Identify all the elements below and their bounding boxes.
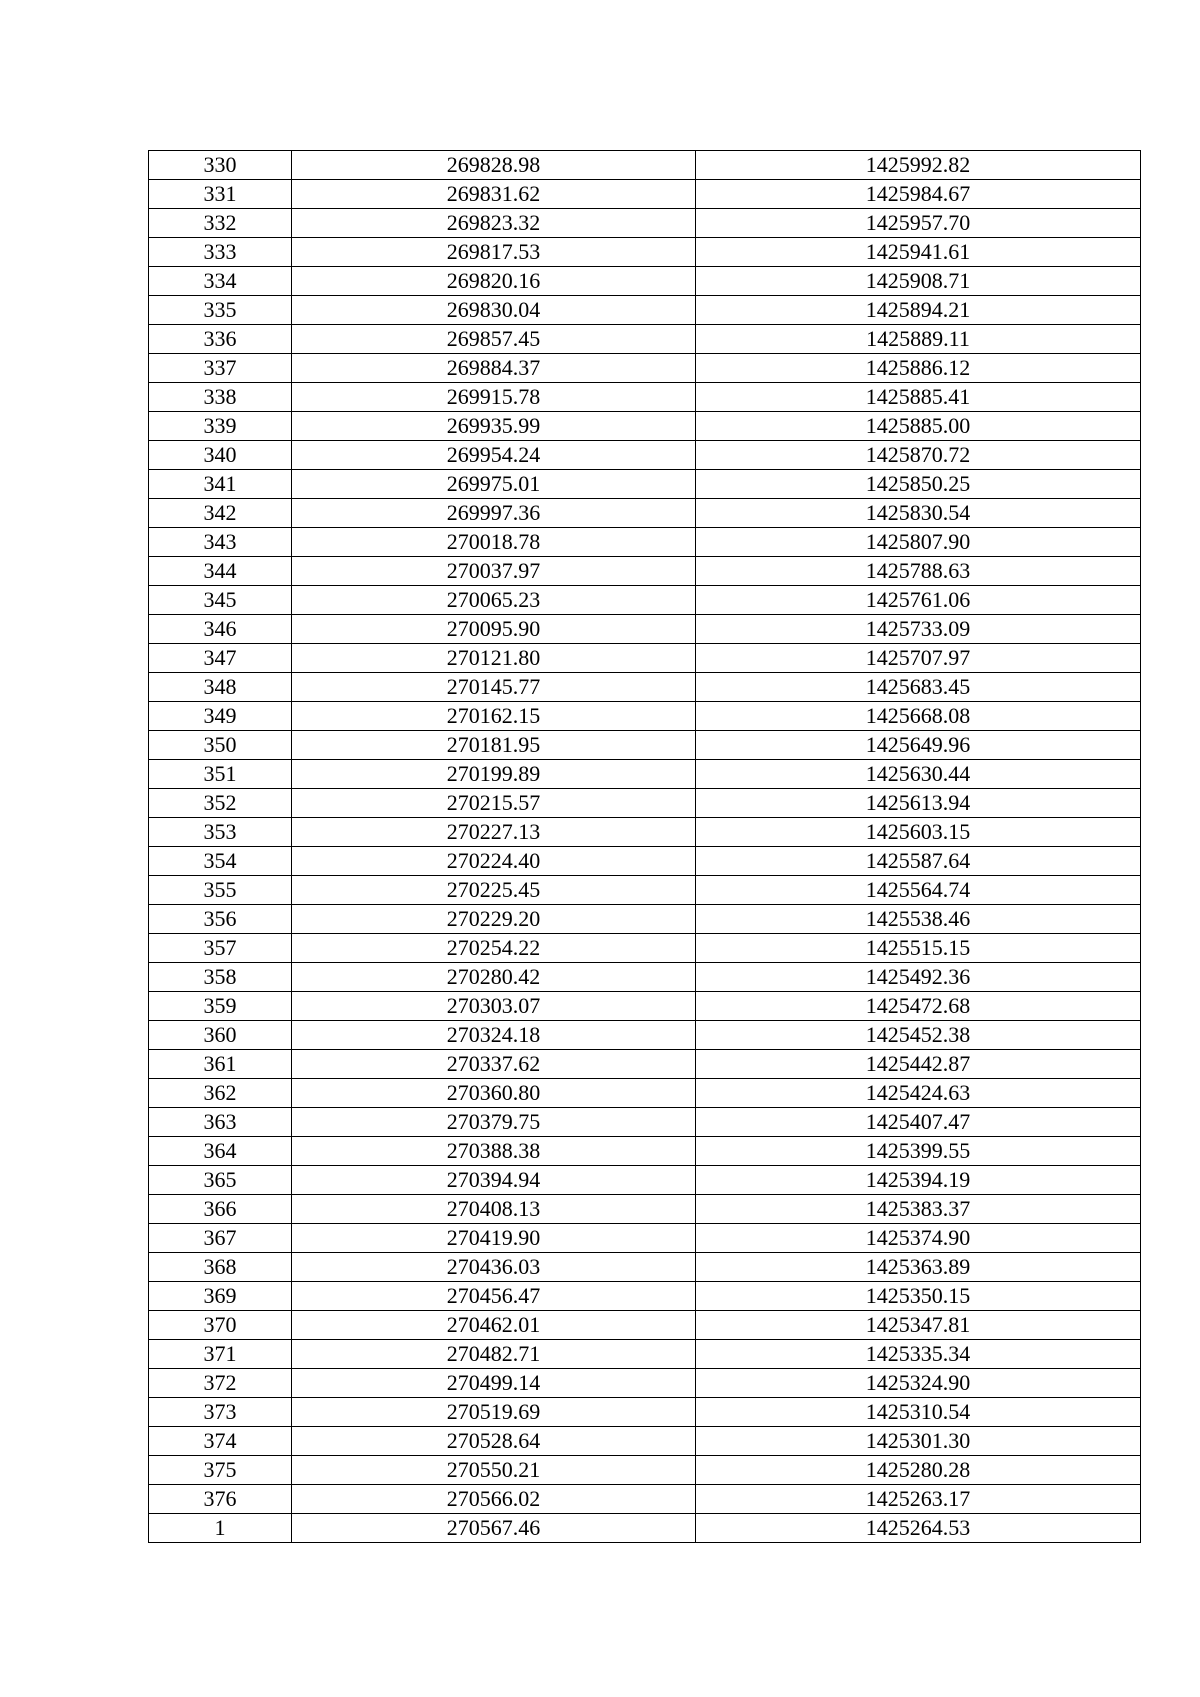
point-number-cell: 343: [149, 528, 292, 557]
point-number-cell: 330: [149, 151, 292, 180]
y-coordinate-cell: 1425733.09: [696, 615, 1141, 644]
x-coordinate-cell: 270528.64: [292, 1427, 696, 1456]
point-number-cell: 351: [149, 760, 292, 789]
x-coordinate-cell: 269884.37: [292, 354, 696, 383]
point-number-cell: 337: [149, 354, 292, 383]
x-coordinate-cell: 269975.01: [292, 470, 696, 499]
y-coordinate-cell: 1425788.63: [696, 557, 1141, 586]
y-coordinate-cell: 1425374.90: [696, 1224, 1141, 1253]
x-coordinate-cell: 270324.18: [292, 1021, 696, 1050]
y-coordinate-cell: 1425984.67: [696, 180, 1141, 209]
point-number-cell: 354: [149, 847, 292, 876]
table-row: [149, 209, 1141, 238]
y-coordinate-cell: 1425603.15: [696, 818, 1141, 847]
table-row: [149, 528, 1141, 557]
y-coordinate-cell: 1425587.64: [696, 847, 1141, 876]
table-row: [149, 1108, 1141, 1137]
table-row: [149, 1195, 1141, 1224]
y-coordinate-cell: 1425761.06: [696, 586, 1141, 615]
y-coordinate-cell: 1425452.38: [696, 1021, 1141, 1050]
x-coordinate-cell: 270499.14: [292, 1369, 696, 1398]
table-row: [149, 789, 1141, 818]
point-number-cell: 364: [149, 1137, 292, 1166]
y-coordinate-cell: 1425335.34: [696, 1340, 1141, 1369]
x-coordinate-cell: 269935.99: [292, 412, 696, 441]
point-number-cell: 342: [149, 499, 292, 528]
table-row: [149, 992, 1141, 1021]
point-number-cell: 346: [149, 615, 292, 644]
x-coordinate-cell: 270065.23: [292, 586, 696, 615]
y-coordinate-cell: 1425538.46: [696, 905, 1141, 934]
table-row: [149, 1137, 1141, 1166]
y-coordinate-cell: 1425870.72: [696, 441, 1141, 470]
x-coordinate-cell: 270227.13: [292, 818, 696, 847]
point-number-cell: 352: [149, 789, 292, 818]
x-coordinate-cell: 270567.46: [292, 1514, 696, 1543]
point-number-cell: 360: [149, 1021, 292, 1050]
table-row: [149, 1427, 1141, 1456]
point-number-cell: 348: [149, 673, 292, 702]
table-row: [149, 702, 1141, 731]
x-coordinate-cell: 270394.94: [292, 1166, 696, 1195]
table-row: [149, 1224, 1141, 1253]
point-number-cell: 332: [149, 209, 292, 238]
point-number-cell: 339: [149, 412, 292, 441]
point-number-cell: 338: [149, 383, 292, 412]
table-row: [149, 1369, 1141, 1398]
table-row: [149, 1514, 1141, 1543]
y-coordinate-cell: 1425630.44: [696, 760, 1141, 789]
point-number-cell: 1: [149, 1514, 292, 1543]
point-number-cell: 355: [149, 876, 292, 905]
point-number-cell: 344: [149, 557, 292, 586]
table-row: [149, 383, 1141, 412]
y-coordinate-cell: 1425707.97: [696, 644, 1141, 673]
table-row: [149, 1050, 1141, 1079]
x-coordinate-cell: 269954.24: [292, 441, 696, 470]
y-coordinate-cell: 1425264.53: [696, 1514, 1141, 1543]
point-number-cell: 336: [149, 325, 292, 354]
point-number-cell: 363: [149, 1108, 292, 1137]
point-number-cell: 375: [149, 1456, 292, 1485]
y-coordinate-cell: 1425830.54: [696, 499, 1141, 528]
y-coordinate-cell: 1425424.63: [696, 1079, 1141, 1108]
y-coordinate-cell: 1425957.70: [696, 209, 1141, 238]
y-coordinate-cell: 1425407.47: [696, 1108, 1141, 1137]
point-number-cell: 370: [149, 1311, 292, 1340]
table-row: [149, 818, 1141, 847]
coordinate-table: [148, 150, 1141, 1543]
table-row: [149, 1166, 1141, 1195]
x-coordinate-cell: 270121.80: [292, 644, 696, 673]
x-coordinate-cell: 270337.62: [292, 1050, 696, 1079]
point-number-cell: 349: [149, 702, 292, 731]
x-coordinate-cell: 269823.32: [292, 209, 696, 238]
x-coordinate-cell: 270215.57: [292, 789, 696, 818]
point-number-cell: 345: [149, 586, 292, 615]
y-coordinate-cell: 1425668.08: [696, 702, 1141, 731]
x-coordinate-cell: 270225.45: [292, 876, 696, 905]
y-coordinate-cell: 1425885.00: [696, 412, 1141, 441]
x-coordinate-cell: 270388.38: [292, 1137, 696, 1166]
x-coordinate-cell: 270456.47: [292, 1282, 696, 1311]
x-coordinate-cell: 270037.97: [292, 557, 696, 586]
table-row: [149, 673, 1141, 702]
y-coordinate-cell: 1425941.61: [696, 238, 1141, 267]
x-coordinate-cell: 269915.78: [292, 383, 696, 412]
x-coordinate-cell: 270254.22: [292, 934, 696, 963]
point-number-cell: 365: [149, 1166, 292, 1195]
table-row: [149, 1398, 1141, 1427]
y-coordinate-cell: 1425894.21: [696, 296, 1141, 325]
table-row: [149, 1021, 1141, 1050]
table-row: [149, 325, 1141, 354]
y-coordinate-cell: 1425807.90: [696, 528, 1141, 557]
x-coordinate-cell: 270199.89: [292, 760, 696, 789]
table-row: [149, 296, 1141, 325]
x-coordinate-cell: 270229.20: [292, 905, 696, 934]
y-coordinate-cell: 1425564.74: [696, 876, 1141, 905]
x-coordinate-cell: 270379.75: [292, 1108, 696, 1137]
table-row: [149, 412, 1141, 441]
y-coordinate-cell: 1425908.71: [696, 267, 1141, 296]
table-row: [149, 1485, 1141, 1514]
table-row: [149, 1456, 1141, 1485]
table-row: [149, 1340, 1141, 1369]
x-coordinate-cell: 269830.04: [292, 296, 696, 325]
x-coordinate-cell: 270095.90: [292, 615, 696, 644]
table-row: [149, 180, 1141, 209]
x-coordinate-cell: 269820.16: [292, 267, 696, 296]
table-row: [149, 499, 1141, 528]
point-number-cell: 361: [149, 1050, 292, 1079]
point-number-cell: 331: [149, 180, 292, 209]
table-row: [149, 644, 1141, 673]
table-row: [149, 1282, 1141, 1311]
point-number-cell: 353: [149, 818, 292, 847]
point-number-cell: 357: [149, 934, 292, 963]
point-number-cell: 350: [149, 731, 292, 760]
y-coordinate-cell: 1425399.55: [696, 1137, 1141, 1166]
y-coordinate-cell: 1425394.19: [696, 1166, 1141, 1195]
x-coordinate-cell: 269997.36: [292, 499, 696, 528]
table-row: [149, 615, 1141, 644]
y-coordinate-cell: 1425280.28: [696, 1456, 1141, 1485]
point-number-cell: 367: [149, 1224, 292, 1253]
point-number-cell: 362: [149, 1079, 292, 1108]
table-row: [149, 151, 1141, 180]
x-coordinate-cell: 270550.21: [292, 1456, 696, 1485]
table-row: [149, 354, 1141, 383]
point-number-cell: 368: [149, 1253, 292, 1282]
point-number-cell: 372: [149, 1369, 292, 1398]
point-number-cell: 335: [149, 296, 292, 325]
table-row: [149, 470, 1141, 499]
point-number-cell: 369: [149, 1282, 292, 1311]
point-number-cell: 347: [149, 644, 292, 673]
y-coordinate-cell: 1425613.94: [696, 789, 1141, 818]
y-coordinate-cell: 1425347.81: [696, 1311, 1141, 1340]
table-row: [149, 557, 1141, 586]
table-row: [149, 905, 1141, 934]
point-number-cell: 373: [149, 1398, 292, 1427]
table-row: [149, 1079, 1141, 1108]
x-coordinate-cell: 270360.80: [292, 1079, 696, 1108]
x-coordinate-cell: 269828.98: [292, 151, 696, 180]
x-coordinate-cell: 270224.40: [292, 847, 696, 876]
table-row: [149, 1311, 1141, 1340]
x-coordinate-cell: 269857.45: [292, 325, 696, 354]
table-row: [149, 267, 1141, 296]
table-row: [149, 963, 1141, 992]
y-coordinate-cell: 1425350.15: [696, 1282, 1141, 1311]
x-coordinate-cell: 270280.42: [292, 963, 696, 992]
point-number-cell: 340: [149, 441, 292, 470]
y-coordinate-cell: 1425515.15: [696, 934, 1141, 963]
table-row: [149, 847, 1141, 876]
y-coordinate-cell: 1425649.96: [696, 731, 1141, 760]
point-number-cell: 376: [149, 1485, 292, 1514]
y-coordinate-cell: 1425886.12: [696, 354, 1141, 383]
y-coordinate-cell: 1425889.11: [696, 325, 1141, 354]
table-row: [149, 1253, 1141, 1282]
y-coordinate-cell: 1425363.89: [696, 1253, 1141, 1282]
point-number-cell: 374: [149, 1427, 292, 1456]
point-number-cell: 333: [149, 238, 292, 267]
x-coordinate-cell: 270482.71: [292, 1340, 696, 1369]
y-coordinate-cell: 1425992.82: [696, 151, 1141, 180]
y-coordinate-cell: 1425301.30: [696, 1427, 1141, 1456]
table-row: [149, 731, 1141, 760]
x-coordinate-cell: 270408.13: [292, 1195, 696, 1224]
y-coordinate-cell: 1425472.68: [696, 992, 1141, 1021]
x-coordinate-cell: 270018.78: [292, 528, 696, 557]
table-row: [149, 238, 1141, 267]
point-number-cell: 359: [149, 992, 292, 1021]
y-coordinate-cell: 1425442.87: [696, 1050, 1141, 1079]
y-coordinate-cell: 1425383.37: [696, 1195, 1141, 1224]
coordinate-table-body: [149, 151, 1141, 1543]
y-coordinate-cell: 1425492.36: [696, 963, 1141, 992]
x-coordinate-cell: 269817.53: [292, 238, 696, 267]
table-row: [149, 934, 1141, 963]
y-coordinate-cell: 1425324.90: [696, 1369, 1141, 1398]
table-row: [149, 586, 1141, 615]
point-number-cell: 366: [149, 1195, 292, 1224]
x-coordinate-cell: 270436.03: [292, 1253, 696, 1282]
x-coordinate-cell: 270303.07: [292, 992, 696, 1021]
point-number-cell: 358: [149, 963, 292, 992]
x-coordinate-cell: 270519.69: [292, 1398, 696, 1427]
x-coordinate-cell: 270419.90: [292, 1224, 696, 1253]
x-coordinate-cell: 269831.62: [292, 180, 696, 209]
table-row: [149, 760, 1141, 789]
point-number-cell: 334: [149, 267, 292, 296]
y-coordinate-cell: 1425885.41: [696, 383, 1141, 412]
y-coordinate-cell: 1425310.54: [696, 1398, 1141, 1427]
point-number-cell: 356: [149, 905, 292, 934]
x-coordinate-cell: 270181.95: [292, 731, 696, 760]
x-coordinate-cell: 270566.02: [292, 1485, 696, 1514]
point-number-cell: 341: [149, 470, 292, 499]
y-coordinate-cell: 1425683.45: [696, 673, 1141, 702]
x-coordinate-cell: 270162.15: [292, 702, 696, 731]
table-row: [149, 441, 1141, 470]
point-number-cell: 371: [149, 1340, 292, 1369]
x-coordinate-cell: 270462.01: [292, 1311, 696, 1340]
table-row: [149, 876, 1141, 905]
x-coordinate-cell: 270145.77: [292, 673, 696, 702]
y-coordinate-cell: 1425263.17: [696, 1485, 1141, 1514]
y-coordinate-cell: 1425850.25: [696, 470, 1141, 499]
